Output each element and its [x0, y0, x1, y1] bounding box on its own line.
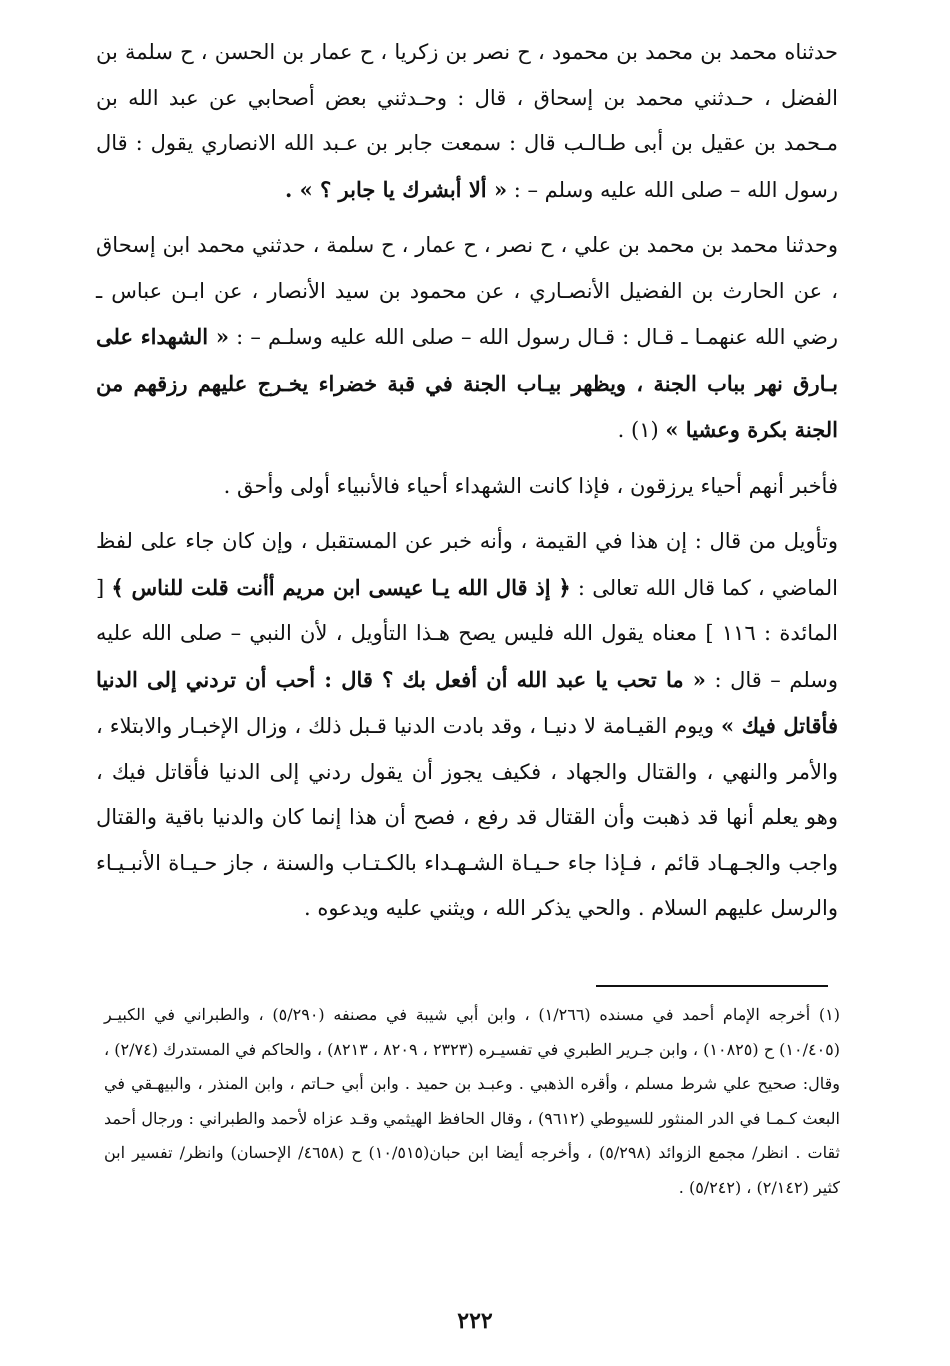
paragraph-3: [96, 464, 838, 510]
paragraph-2: [96, 223, 838, 454]
paragraph-2-text: وحدثنا محمد بن محمد بن علي ، ح نصر ، ح عمار ، ح سلمة ، حدثني محمد ابن إسحاق ، عن الحارث بن الفضيل الأنصـاري ، عن محمود بن سيد الأنصار ، عن ابـن عباس ـ رضي الله عنهمـا ـ قـال : قـال رسول الله – صلى الله عليه وسلـم – :: [96, 233, 839, 349]
footnote: (١) أخرجه الإمام أحمد في مسنده (١/٢٦٦) ، وابن أبي شيبة في مصنفه (٥/٢٩٠) ، والطبراني في الكبيـر (١٠/٤٠٥) ح (١٠٨٢٥) ، وابن جـرير الطبري في تفسيـره (٢٣٢٣ ، ٨٢٠٩ ، ٨٢١٣) ، والحاكم في المستدرك (٢/٧٤) ، وقال: صحيح علي شرط مسلم ، وأقره الذهبي . وعبـد بن حميد . وابن أبي حـاتم ، وابن المنذر ، والبيهـقي في البعث كـمـا في الدر المنثور للسيوطي (٩٦١٢) ، وقال الحافظ الهيثمي وقـد عزاه لأحمد والطبراني : ورجال أحمد ثقات . انظر/ مجمع الزوائد (٥/٢٩٨) ، وأخرجه أيضا ابن حبان(١٠/٥١٥) ح (٤٦٥٨/ الإحسان) وانظر/ تفسير ابن كثير (٢/١٤٢) ، (٥/٢٤٢) .: [104, 1005, 841, 1197]
paragraph-3-text: فأخبر أنهم أحياء يرزقون ، فإذا كانت الشهداء أحياء فالأنبياء أولى وأحق .: [223, 473, 838, 498]
footnote-reference: (١) .: [617, 418, 666, 442]
hadith-quote-2: « الشهداء على بـارق نهر بباب الجنة ، ويظهر بيـاب الجنة في قبة خضراء يخـرج عليهم رزقهم من الجنة بكرة وعشيا »: [96, 324, 838, 442]
paragraph-4-text-c: ويوم القيـامة لا دنيـا ، وقد بادت الدنيا قـبل ذلك ، وزال الإخبـار والابتلاء ، والأمر والنهي ، والقتال والجهاد ، فكيف يجوز أن يقول ردني إلى الدنيا فأقاتل فيك ، وهو يعلم أنها قد ذهبت وأن القتال قد رفع ، فصح أن هذا إنما كان والدنيا باقية والقتال واجب والجـهـاد قائم ، فـإذا جاء حـيـاة الشـهـداء بالكـتـاب والسنة ، جاز حـيـاة الأنبـيـاء والرسل عليهم السلام . والحي يذكر الله ، ويثني عليه ويدعوه .: [96, 714, 838, 920]
page-number: ٢٢٢: [457, 1308, 493, 1334]
paragraph-1-text: حدثناه محمد بن محمد بن محمود ، ح نصر بن زكريا ، ح عمار بن الحسن ، ح سلمة بن الفضل ، حـدثني محمد بن إسحاق ، قال : وحـدثني بعض أصحابي عن عبد الله بن مـحمد بن عقيل بن أبى طـالـب قال : سمعت جابر بن عـبد الله الانصاري يقول : قال رسول الله – صلى الله عليه وسلم – :: [96, 40, 838, 202]
paragraph-4: [96, 519, 838, 932]
paragraph-4-text-b: [ المائدة : ١١٦ ] معناه يقول الله فليس يصح هـذا التأويل ، لأن النبي – صلى الله عليه وسلم – قال :: [96, 575, 839, 692]
paragraph-1: [96, 30, 838, 213]
footnote-divider: [596, 985, 828, 987]
hadith-quote-1: « ألا أبشرك يا جابر ؟ » .: [285, 176, 508, 202]
paragraph-4-text-a: وتأويل من قال : إن هذا في القيمة ، وأنه خبر عن المستقبل ، وإن كان جاء على لفظ الماضي ، كما قال الله تعالى :: [96, 529, 838, 600]
main-text: [96, 30, 838, 932]
quran-quote: ﴿ إذ قال الله يـا عيسى ابن مريم أأنت قلت للناس ﴾: [111, 574, 571, 600]
hadith-quote-3: « ما تحب يا عبد الله أن أفعل بك ؟ قال : أحب أن تردني إلى الدنيا فأقاتل فيك »: [96, 666, 838, 738]
